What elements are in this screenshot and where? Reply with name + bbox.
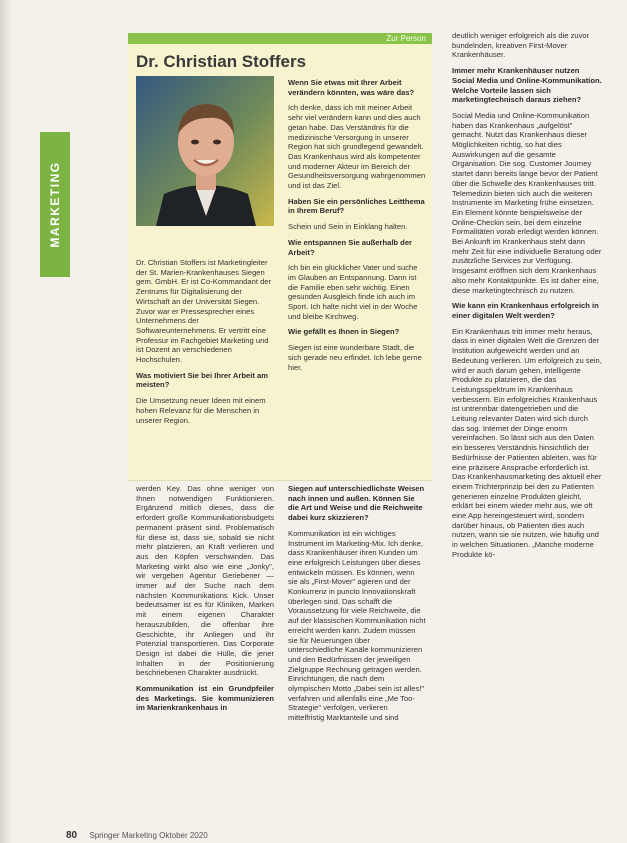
interview-question: Wenn Sie etwas mit Ihrer Arbeit verändern könnten, was wäre das? bbox=[288, 78, 415, 97]
profile-label: Zur Person bbox=[386, 34, 426, 43]
section-sidebar-tab bbox=[40, 132, 70, 277]
article-column-left bbox=[136, 484, 274, 719]
page-gutter-shadow bbox=[0, 0, 12, 843]
interview-question: Immer mehr Krankenhäuser nutzen Social Media und Online-Kommunikation. Welche Vorteile lassen sich marketingtechnisch daraus ziehen? bbox=[452, 66, 602, 105]
body-paragraph: Die Umsetzung neuer Ideen mit einem hohen Relevanz für die Menschen in unserer Region. bbox=[136, 396, 266, 425]
body-paragraph: Social Media und Online-Kommunikation haben das Krankenhaus „aufgelöst" gemacht. Nutzt das Krankenhaus dieser Möglichkeiten richtig, so hat dies Auswirkungen auf die gesamte Organisation. Die sog. Customer Journey startet dann bereits lange bevor der Patient über die Schwelle des Krankenhauses tritt. Telemedizin bieten sich auch die weiteren Instrumente im Marketing frühe einsetzen. Ein Element könnte beispielsweise der Online-Checkin sein, bei dem einzelne Formalitäten vorab erledigt werden können. Bei Ankunft im Krankenhaus steht dann mehr Zeit für eine individuelle Beratung oder zusätzliche Services zur Verfügung. Insgesamt eröffnen sich dem Krankenhaus also mehr Kontaktpunkte. Es ist daher eine, diese marketingtechnisch zu nutzen. bbox=[452, 110, 602, 295]
page-number: 80 bbox=[66, 830, 78, 841]
interview-question: Kommunikation ist ein Grundpfeiler des Marketings. Sie kommunizieren im Marienkrankenhaus in bbox=[136, 684, 274, 713]
interview-question: Siegen auf unterschiedlichste Weisen nach innen und außen. Können Sie die Art und Weise und die Reichweite dabei kurz skizzieren? bbox=[288, 484, 425, 523]
footer-text: Springer Marketing Oktober 2020 bbox=[89, 831, 208, 840]
profile-divider bbox=[128, 480, 432, 481]
portrait-photo bbox=[136, 76, 274, 226]
interview-question: Haben Sie ein persönliches Leitthema in Ihrem Beruf? bbox=[288, 196, 425, 216]
article-column-right bbox=[452, 31, 602, 566]
interview-question: Was motiviert Sie bei Ihrer Arbeit am meisten? bbox=[136, 370, 268, 390]
interview-question: Wie entspannen Sie außerhalb der Arbeit? bbox=[288, 237, 412, 257]
profile-header-bar bbox=[128, 33, 432, 44]
body-paragraph: Schein und Sein in Einklang halten. bbox=[288, 222, 408, 232]
page-footer bbox=[66, 830, 208, 841]
profile-name: Dr. Christian Stoffers bbox=[136, 52, 307, 71]
article-column-middle bbox=[288, 484, 426, 729]
body-paragraph: Ein Krankenhaus tritt immer mehr heraus, dass in einer digitalen Welt die Grenzen der Institution aufgeweicht werden und an Bedeutung verlieren. Um erfolgreich zu sein, wird er auch darum gehen, intelligente Produkte zu platzieren, die das Leistungsspektrum im Krankenhaus verbessern. Ein erfolgreiches Krankenhaus ist untrennbar datengetrieben und die Leitung relevanter Daten wird sich durch das sog. Internet der Dinge enorm vereinfachen. So lässt sich aus den Daten ein besseres Verständnis hinsichtlich der Bedürfnisse der Patienten ableiten, was für eine präzisere Ansprache erforderlich ist. Das Krankenhausmarketing des aktuell eher einem Trichterprinzip bei den zu Patienten generieren einzelne Produkten gleicht, erklärt bei einem wieder mehr aus, wie oft eine App hereingesteuert wird, sondern darüber hinaus, ob Patienten dies auch nutzen, wann sie sie nutzen, wie häufig und in welchen Situationen. „Manche moderne Produkte kö- bbox=[452, 326, 602, 559]
portrait-illustration bbox=[136, 76, 274, 226]
profile-bio-column bbox=[136, 258, 274, 431]
body-paragraph: Ich denke, dass ich mit meiner Arbeit sehr viel verändern kann und dies auch getan habe. Das Verständnis für die medizinische Versorgung in unserer Region hat sich grundlegend gewandelt. Das Krankenhaus wird als kompetenter und moderner Akteur im Bereich der Gesundheitsversorgung wahrgenommen und ist das Ziel. bbox=[288, 103, 426, 191]
body-paragraph: werden Key. Das ohne weniger von Ihnen notwendigen Funktionieren. Ergänzend mitlich dieses, dass die erfordert große Kommunikationsbudgets permanent präsent sind. Problematisch für diese ist, dass sie, sobald sie nicht mehr platzieren, an Kraft verlieren und aus den Köpfen verschwinden. Das Marketing wirkt also wie eine „Jonky", wir vergeben Agentur Geriebener — immer auf der Suche nach dem nächsten Kommunikations Kick. Unser bedeutsamer ist es für Kliniken, Marken mit einem eigenen Charakter herauszubilden, die offenbar ihre Geschichte, ihr Anliegen und ihr Potenzial transportieren. Das Corporate Design ist dabei die Hülle, die jener Inhalten in der Positionierung beschriebenen Charakter ausdrückt. bbox=[136, 484, 274, 678]
body-paragraph: Kommunikation ist ein wichtiges Instrument im Marketing-Mix. Ich denke, dass Krankenhäuser ihren Kunden um eine erfolgreich Leistungen über dieses entwickeln müssen. Es können, wenn sie als „First-Mover" agieren und der Konkurrenz in puncto Innovationskraft überlegen sind. Das schafft die Voraussetzung für viele Reichweite, die auf der klassischen Kommunikation nicht erreicht werden kann. Zudem müssen sie für Neuerungen über unterschiedliche Kanäle kommunizieren und den Bedürfnissen der jeweiligen Zielgruppe Rechnung getragen werden. Einrichtungen, die nach dem olympischen Motto „Dabei sein ist alles!" verfahren und allenfalls eine „Me Too-Strategie" verfolgen, verlieren mittelfristig Marktanteile und sind bbox=[288, 528, 426, 723]
section-label: MARKETING bbox=[48, 161, 62, 248]
body-paragraph: Siegen ist eine wunderbare Stadt, die sich gerade neu erfindet. Ich lebe gerne hier. bbox=[288, 343, 422, 372]
body-paragraph: Ich bin ein glücklicher Vater und suche im Glauben an Entspannung. Dann ist die Familie eben sehr wichtig. Einen gesunden Ausgleich finde ich auch im Sport. Ich halte nicht viel in der Woche und bleibe Kirchweg. bbox=[288, 263, 418, 321]
profile-qa-column bbox=[288, 78, 426, 378]
interview-question: Wie kann ein Krankenhaus erfolgreich in einer digitalen Welt werden? bbox=[452, 301, 599, 320]
body-paragraph: deutlich weniger erfolgreich als die zuvor bundelnden, kreativen First-Mover Krankenhäuser. bbox=[452, 31, 590, 60]
body-paragraph: Dr. Christian Stoffers ist Marketingleiter der St. Marien-Krankenhauses Siegen gem. GmbH. Er ist Co-Kommandant der Zentrums für Digitalisierung der Wirtschaft an der Universität Siegen. Zuvor war er Pressesprecher eines Unternehmens der Softwareunternehmens. Er vertritt eine Professur im Fachgebiet Marketing und ist Dozent an verschiedenen Hochschulen. bbox=[136, 258, 272, 365]
interview-question: Wie gefällt es Ihnen in Siegen? bbox=[288, 327, 400, 337]
